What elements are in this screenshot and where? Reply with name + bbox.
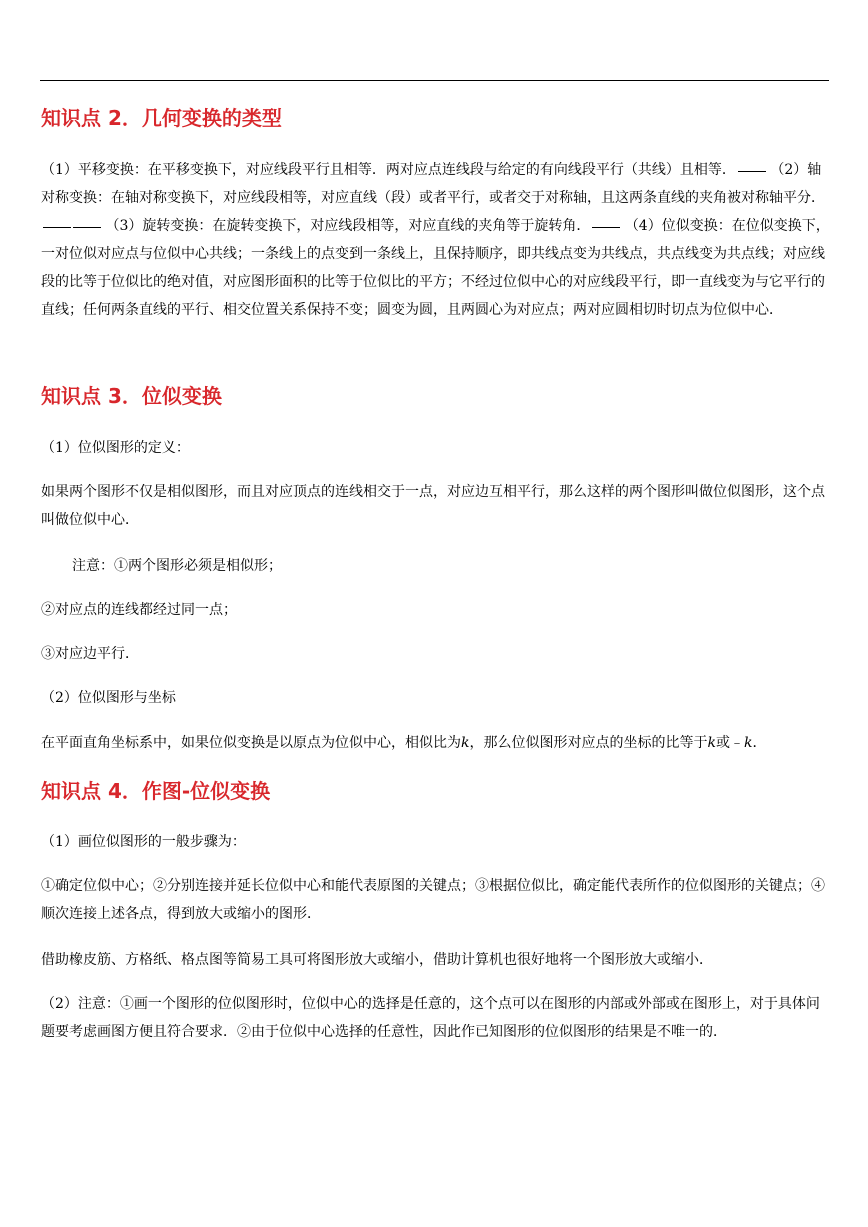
- steps-body: ①确定位似中心；②分别连接并延长位似中心和能代表原图的关键点；③根据位似比，确定能代表所作的位似图形的关键点；④顺次连接上述各点，得到放大或缩小的图形．: [41, 878, 825, 922]
- blank: [73, 213, 101, 228]
- k-symbol: k: [743, 735, 753, 751]
- coord-text-b: ，那么位似图形对应点的坐标的比等于: [469, 735, 708, 751]
- note-2: ②对应点的连线都经过同一点；: [41, 602, 237, 618]
- section-heading-2: 知识点 2．几何变换的类型: [41, 106, 282, 130]
- translation-text: （1）平移变换：在平移变换下，对应线段平行且相等．两对应点连线段与给定的有向线段平行（共线）且相等．: [41, 162, 736, 178]
- coord-text-d: ．: [752, 735, 767, 751]
- section-heading-4: 知识点 4．作图-位似变换: [41, 779, 271, 803]
- homothety-text: （4）位似变换：在位似变换下，一对位似对应点与位似中心共线；一条线上的点变到一条线上，且保持顺序，即共线点变为共线点，共点线变为共点线；对应线段的比等于位似比的绝对值，对应图形面积的比等于位似比的平方；不经过位似中心的对应线段平行，即一直线变为与它平行的直线；任何两条直线的平行、相交位置关系保持不变；圆变为圆，且两圆心为对应点；两对应圆相切时切点为位似中心．: [41, 218, 830, 318]
- blank: [592, 213, 620, 228]
- section-heading-3: 知识点 3．位似变换: [41, 384, 222, 408]
- coord-text-c: 或﹣: [715, 735, 744, 751]
- header-rule: [40, 80, 829, 81]
- blank: [738, 157, 766, 172]
- k-symbol: k: [707, 735, 716, 751]
- steps-title: （1）画位似图形的一般步骤为：: [41, 834, 246, 850]
- reflection-text: （2）轴对称变换：在轴对称变换下，对应线段相等，对应直线（段）或者平行，或者交于对称轴，且这两条直线的夹角被对称轴平分．: [41, 162, 825, 206]
- def-title: （1）位似图形的定义：: [41, 440, 190, 456]
- note-3: ③对应边平行．: [41, 646, 139, 662]
- blank: [43, 213, 71, 228]
- def-body: 如果两个图形不仅是相似图形，而且对应顶点的连线相交于一点，对应边互相平行，那么这样的两个图形叫做位似图形，这个点叫做位似中心．: [41, 484, 825, 528]
- note-1: 注意：①两个图形必须是相似形；: [72, 558, 282, 574]
- coord-body: [41, 729, 831, 757]
- k-symbol: k: [461, 735, 470, 751]
- coord-text-a: 在平面直角坐标系中，如果位似变换是以原点为位似中心，相似比为: [41, 735, 461, 751]
- section-2-body: [41, 156, 831, 324]
- rotation-text: （3）旋转变换：在旋转变换下，对应线段相等，对应直线的夹角等于旋转角．: [105, 218, 591, 234]
- tools-text: 借助橡皮筋、方格纸、格点图等简易工具可将图形放大或缩小，借助计算机也很好地将一个图形放大或缩小．: [41, 952, 713, 968]
- coord-title: （2）位似图形与坐标: [41, 690, 176, 706]
- notes-text: （2）注意：①画一个图形的位似图形时，位似中心的选择是任意的，这个点可以在图形的内部或外部或在图形上，对于具体问题要考虑画图方便且符合要求．②由于位似中心选择的任意性，因此作已知图形的位似图形的结果是不唯一的．: [41, 996, 820, 1040]
